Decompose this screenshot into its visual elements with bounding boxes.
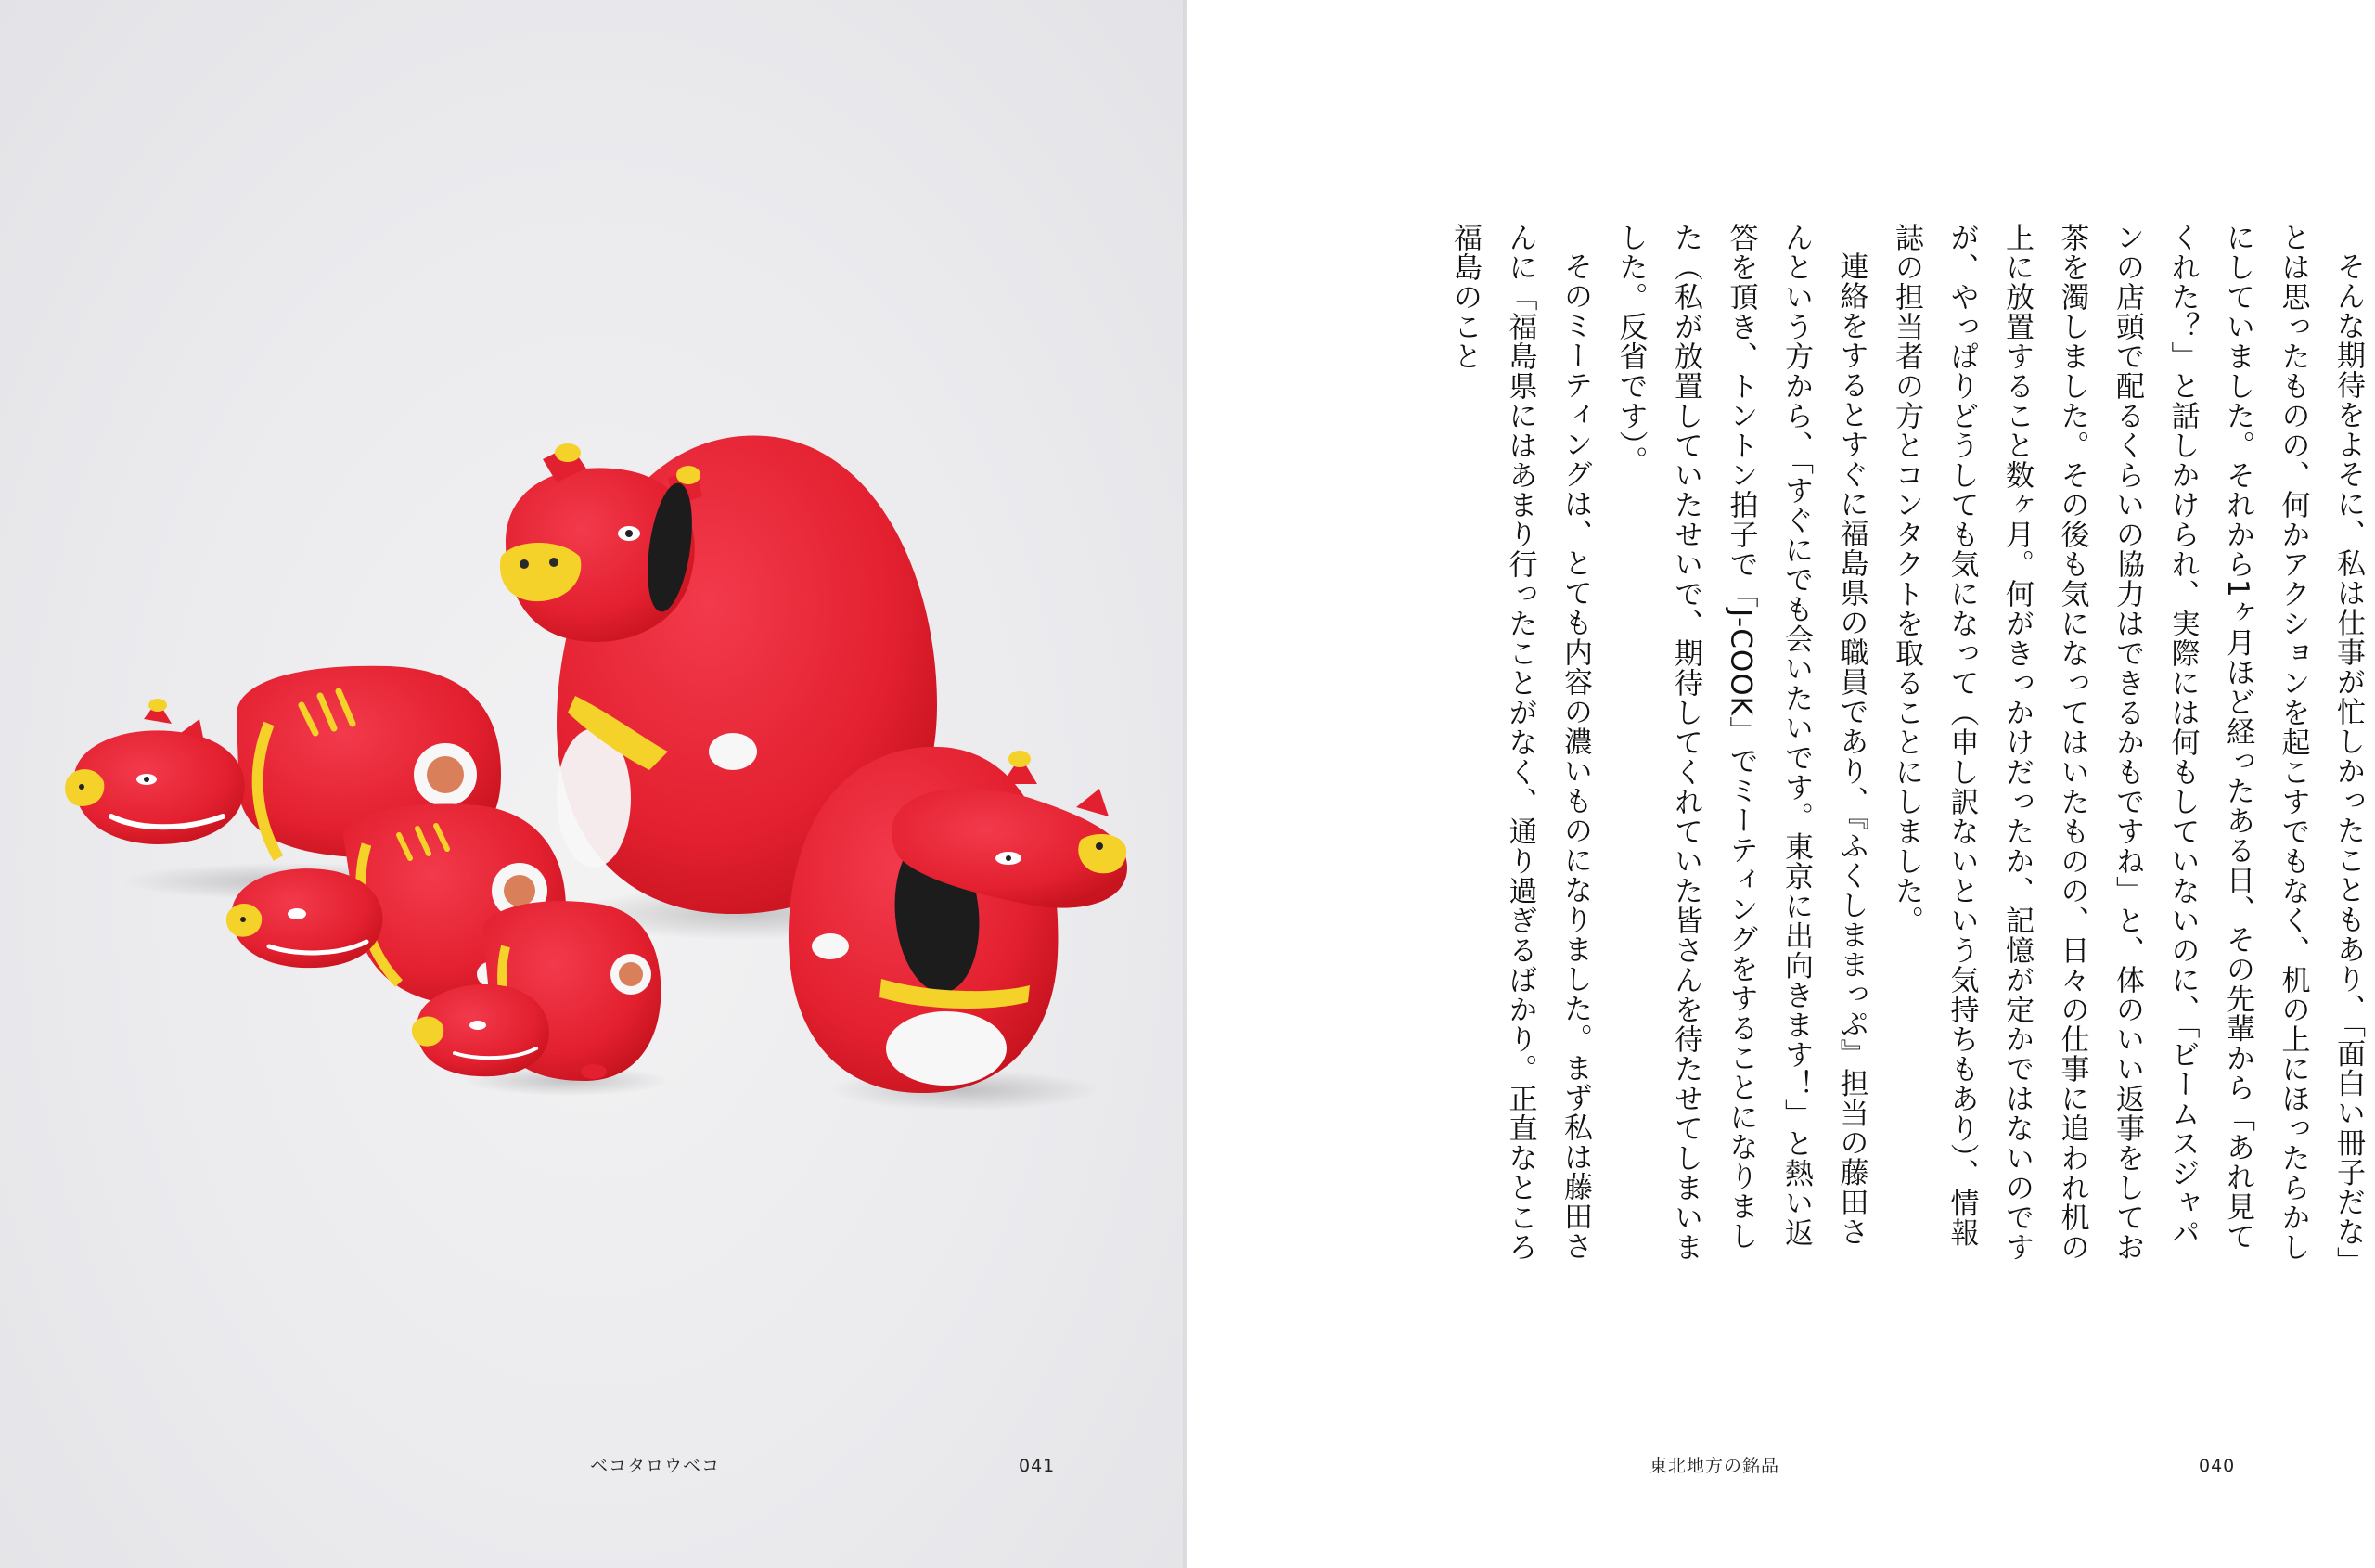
vertical-body-text <box>1317 223 2375 1276</box>
page-number-right: 040 <box>2199 1456 2236 1476</box>
paragraph-1: そんな期待をよそに、私は仕事が忙しかったこともあり、「面白い冊子だな」とは思ったものの、何かアクションを起こすでもなく、机の上にほったらかしにしていました。それから1ヶ月ほど経ったある日、その先輩から「あれ見てくれた？」と話しかけられ、実際には何もしていないのに、「ビームスジャパンの店頭で配るくらいの協力はできるかもですね」と、体のいい返事をしてお茶を濁しました。その後も気になってはいたものの、日々の仕事に追われ机の上に放置すること数ヶ月。何がきっかけだったか、記憶が定かではないのですが、やっぱりどうしても気になって（申し訳ないという気持ちもあり）、情報誌の担当者の方とコンタクトを取ることにしました。 <box>1890 223 2365 1262</box>
photo-caption: ベコタロウベコ <box>590 1456 721 1476</box>
section-title: 東北地方の銘品 <box>1650 1456 1780 1476</box>
paragraph-3: そのミーティングは、とても内容の濃いものになりました。まず私は藤田さんに「福島県にはあまり行ったことがなく、通り過ぎるばかり。正直なところ福島のこと <box>1448 223 1592 1262</box>
page-number-left: 041 <box>1019 1456 1056 1476</box>
medium-akabeko <box>789 747 1127 1093</box>
right-page <box>1188 0 2375 1568</box>
paragraph-2: 連絡をするとすぐに福島県の職員であり、『ふくしままっぷ』担当の藤田さんという方から、「すぐにでも会いたいです。東京に出向きます！」と熱い返答を頂き、トントン拍子で「J-COOK」でミーティングをすることになりました（私が放置していたせいで、期待してくれていた皆さんを待たせてしまいました。反省です）。 <box>1613 223 1868 1262</box>
